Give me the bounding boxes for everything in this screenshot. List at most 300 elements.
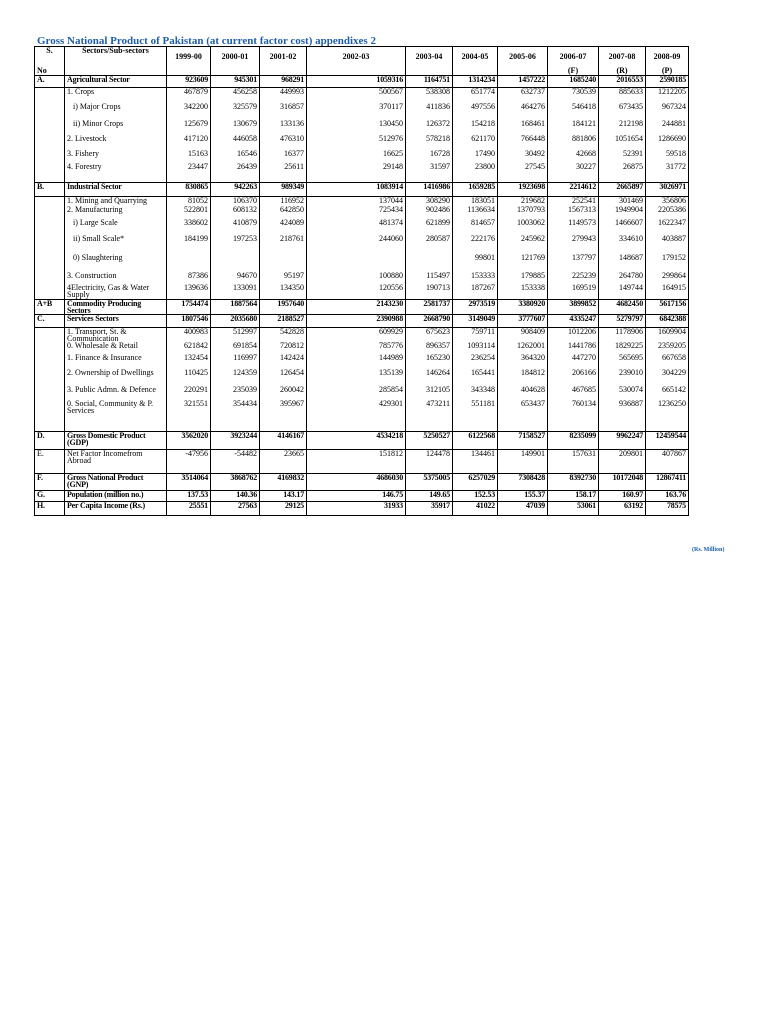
- row-value: 411836: [406, 103, 453, 120]
- row-value: 132454: [167, 354, 211, 369]
- row-value: 155.37: [498, 490, 548, 501]
- row-sno: [35, 354, 65, 369]
- row-value: 356806: [646, 197, 689, 206]
- page-title: Gross National Product of Pakistan (at current factor cost) appendixes 2: [37, 35, 376, 47]
- row-value: 120556: [307, 284, 406, 300]
- row-value: 530074: [599, 386, 646, 400]
- row-value: 446058: [211, 135, 260, 150]
- row-value: 126454: [260, 369, 307, 386]
- row-value: 184812: [498, 369, 548, 386]
- row-label: 3. Fishery: [65, 150, 167, 163]
- table-row: [35, 431, 689, 449]
- row-value: 280587: [406, 235, 453, 254]
- row-value: 621899: [406, 219, 453, 235]
- row-value: 25551: [167, 501, 211, 515]
- row-value: 184199: [167, 235, 211, 254]
- row-value: 923609: [167, 76, 211, 88]
- row-value: 936887: [599, 400, 646, 414]
- row-value: 179885: [498, 272, 548, 284]
- table-row: [35, 219, 689, 235]
- row-value: [260, 254, 307, 272]
- row-sno: [35, 135, 65, 150]
- row-value: [211, 254, 260, 272]
- row-value: 235039: [211, 386, 260, 400]
- row-value: 609929: [307, 328, 406, 343]
- header-year: [307, 47, 406, 76]
- row-value: -54482: [211, 449, 260, 473]
- row-value: 52391: [599, 150, 646, 163]
- row-sno: [35, 235, 65, 254]
- header-year-label: 2002-03: [342, 52, 370, 61]
- row-value: 31772: [646, 163, 689, 183]
- row-value: 135139: [307, 369, 406, 386]
- row-value: 1567313: [548, 206, 599, 219]
- row-sno: [35, 163, 65, 183]
- table-row: [35, 501, 689, 515]
- row-value: 236254: [453, 354, 498, 369]
- header-year-flag: (R): [616, 66, 628, 75]
- row-value: 1059316: [307, 76, 406, 88]
- row-sno: [35, 414, 65, 431]
- row-value: 16546: [211, 150, 260, 163]
- row-label: 2. Manufacturing: [65, 206, 167, 219]
- row-value: 304229: [646, 369, 689, 386]
- header-year: [498, 47, 548, 76]
- row-sno: [35, 386, 65, 400]
- table-row: [35, 342, 689, 354]
- row-value: 95197: [260, 272, 307, 284]
- row-value: 59518: [646, 150, 689, 163]
- row-value: 2214612: [548, 183, 599, 197]
- row-value: 522801: [167, 206, 211, 219]
- row-value: 1262001: [498, 342, 548, 354]
- row-value: 27545: [498, 163, 548, 183]
- row-value: 197253: [211, 235, 260, 254]
- row-value: 1685240: [548, 76, 599, 88]
- row-value: 121769: [498, 254, 548, 272]
- row-value: 239010: [599, 369, 646, 386]
- header-year: [646, 47, 689, 76]
- row-label: Net Factor Incomefrom Abroad: [65, 449, 167, 473]
- row-sno: [35, 342, 65, 354]
- row-value: 179152: [646, 254, 689, 272]
- row-value: 447270: [548, 354, 599, 369]
- row-value: 133136: [260, 120, 307, 135]
- row-value: 5250527: [406, 431, 453, 449]
- row-sno: B.: [35, 183, 65, 197]
- row-value: 149744: [599, 284, 646, 300]
- row-value: 130679: [211, 120, 260, 135]
- row-value: 126372: [406, 120, 453, 135]
- row-label: [65, 414, 167, 431]
- row-value: 814657: [453, 219, 498, 235]
- row-value: 110425: [167, 369, 211, 386]
- table-row: [35, 328, 689, 343]
- row-value: 417120: [167, 135, 211, 150]
- row-value: 370117: [307, 103, 406, 120]
- row-value: 2665897: [599, 183, 646, 197]
- table-row: [35, 120, 689, 135]
- row-value: 100880: [307, 272, 406, 284]
- row-value: [260, 414, 307, 431]
- row-value: 3149049: [453, 315, 498, 328]
- row-label: Services Sectors: [65, 315, 167, 328]
- header-year: [260, 47, 307, 76]
- row-label: i) Large Scale: [65, 219, 167, 235]
- row-value: 578218: [406, 135, 453, 150]
- row-value: 125679: [167, 120, 211, 135]
- row-label: 1. Finance & Insurance: [65, 354, 167, 369]
- row-value: [167, 254, 211, 272]
- row-value: 759711: [453, 328, 498, 343]
- row-value: 6842388: [646, 315, 689, 328]
- header-year-label: 2008-09: [653, 52, 681, 61]
- row-value: 4146167: [260, 431, 307, 449]
- row-value: 449993: [260, 88, 307, 103]
- table-row: [35, 369, 689, 386]
- row-value: 8235099: [548, 431, 599, 449]
- table-row: [35, 449, 689, 473]
- row-value: 4335247: [548, 315, 599, 328]
- row-value: 512997: [211, 328, 260, 343]
- row-value: 621842: [167, 342, 211, 354]
- row-value: 1164751: [406, 76, 453, 88]
- header-sno-bottom: No: [37, 66, 47, 75]
- row-value: 1466607: [599, 219, 646, 235]
- header-year: [599, 47, 646, 76]
- row-value: 137044: [307, 197, 406, 206]
- row-value: 168461: [498, 120, 548, 135]
- row-value: 3777607: [498, 315, 548, 328]
- row-value: 334610: [599, 235, 646, 254]
- row-sno: [35, 88, 65, 103]
- row-value: 1370793: [498, 206, 548, 219]
- row-sno: A.: [35, 76, 65, 88]
- row-value: 301469: [599, 197, 646, 206]
- table-row: [35, 88, 689, 103]
- row-value: 3026971: [646, 183, 689, 197]
- row-value: 134350: [260, 284, 307, 300]
- row-value: 137.53: [167, 490, 211, 501]
- header-year: [453, 47, 498, 76]
- row-value: 725434: [307, 206, 406, 219]
- row-value: 2973519: [453, 300, 498, 315]
- row-value: 244881: [646, 120, 689, 135]
- row-value: 130450: [307, 120, 406, 135]
- row-label: i) Major Crops: [65, 103, 167, 120]
- row-sno: D.: [35, 431, 65, 449]
- table-row: [35, 414, 689, 431]
- row-value: [307, 414, 406, 431]
- row-value: 148687: [599, 254, 646, 272]
- row-value: 542828: [260, 328, 307, 343]
- row-sno: [35, 272, 65, 284]
- row-value: 467879: [167, 88, 211, 103]
- row-value: 512976: [307, 135, 406, 150]
- table-row: [35, 354, 689, 369]
- row-value: 321551: [167, 400, 211, 414]
- row-value: 407867: [646, 449, 689, 473]
- row-value: 219682: [498, 197, 548, 206]
- row-label: 2. Livestock: [65, 135, 167, 150]
- row-sno: H.: [35, 501, 65, 515]
- row-value: 403887: [646, 235, 689, 254]
- header-year-label: 2006-07: [559, 52, 587, 61]
- row-value: 1609904: [646, 328, 689, 343]
- header-year-label: 1999-00: [175, 52, 202, 61]
- row-value: 4534218: [307, 431, 406, 449]
- row-value: 99801: [453, 254, 498, 272]
- table-row: [35, 272, 689, 284]
- row-value: 7158527: [498, 431, 548, 449]
- row-value: 154218: [453, 120, 498, 135]
- header-year-label: 2001-02: [269, 52, 297, 61]
- row-value: 116952: [260, 197, 307, 206]
- row-value: [498, 414, 548, 431]
- row-sno: [35, 197, 65, 206]
- row-value: 1083914: [307, 183, 406, 197]
- row-value: 481374: [307, 219, 406, 235]
- row-value: [646, 414, 689, 431]
- row-value: 3514064: [167, 473, 211, 490]
- row-value: 165230: [406, 354, 453, 369]
- row-label: ii) Small Scale*: [65, 235, 167, 254]
- row-label: 2. Ownership of Dwellings: [65, 369, 167, 386]
- row-value: 87386: [167, 272, 211, 284]
- row-value: 424089: [260, 219, 307, 235]
- row-value: 942263: [211, 183, 260, 197]
- row-value: 78575: [646, 501, 689, 515]
- row-value: 551181: [453, 400, 498, 414]
- row-value: 410879: [211, 219, 260, 235]
- row-value: 163.76: [646, 490, 689, 501]
- row-value: 218761: [260, 235, 307, 254]
- row-sno: F.: [35, 473, 65, 490]
- header-year-label: 2000-01: [221, 52, 249, 61]
- row-value: 169519: [548, 284, 599, 300]
- row-value: 124359: [211, 369, 260, 386]
- row-value: 53061: [548, 501, 599, 515]
- row-value: 538308: [406, 88, 453, 103]
- row-value: 473211: [406, 400, 453, 414]
- header-sector: Sectors/Sub-sectors: [65, 47, 167, 76]
- row-sno: E.: [35, 449, 65, 473]
- row-sno: [35, 219, 65, 235]
- row-value: 1212205: [646, 88, 689, 103]
- row-value: 3868762: [211, 473, 260, 490]
- row-value: 5279797: [599, 315, 646, 328]
- table-row: [35, 183, 689, 197]
- row-label: 1. Mining and Quarrying: [65, 197, 167, 206]
- header-year-flag: (F): [567, 66, 579, 75]
- row-value: 187267: [453, 284, 498, 300]
- row-value: 1622347: [646, 219, 689, 235]
- row-value: 5617156: [646, 300, 689, 315]
- row-value: 25611: [260, 163, 307, 183]
- row-value: 27563: [211, 501, 260, 515]
- header-year: [211, 47, 260, 76]
- row-value: 2390988: [307, 315, 406, 328]
- row-value: 1457222: [498, 76, 548, 88]
- table-row: [35, 315, 689, 328]
- table-row: [35, 386, 689, 400]
- row-value: 651774: [453, 88, 498, 103]
- row-value: 395967: [260, 400, 307, 414]
- row-value: 222176: [453, 235, 498, 254]
- row-value: 665142: [646, 386, 689, 400]
- row-value: 41022: [453, 501, 498, 515]
- row-value: 16728: [406, 150, 453, 163]
- row-value: 467685: [548, 386, 599, 400]
- header-year: [167, 47, 211, 76]
- table-row: [35, 103, 689, 120]
- row-value: 2143230: [307, 300, 406, 315]
- row-label: Commodity Producing Sectors: [65, 300, 167, 315]
- table-row: [35, 300, 689, 315]
- row-value: 1416986: [406, 183, 453, 197]
- row-value: 1149573: [548, 219, 599, 235]
- row-value: 3899852: [548, 300, 599, 315]
- row-value: 158.17: [548, 490, 599, 501]
- row-sno: [35, 254, 65, 272]
- table-row: [35, 76, 689, 88]
- row-value: 144989: [307, 354, 406, 369]
- row-label: 4Electricity, Gas & Water Supply: [65, 284, 167, 300]
- row-value: 429301: [307, 400, 406, 414]
- row-value: [406, 414, 453, 431]
- row-value: 252541: [548, 197, 599, 206]
- row-sno: [35, 120, 65, 135]
- row-value: 12867411: [646, 473, 689, 490]
- row-value: 1829225: [599, 342, 646, 354]
- row-value: 1093114: [453, 342, 498, 354]
- row-label: 0. Wholesale & Retail: [65, 342, 167, 354]
- header-year-label: 2004-05: [461, 52, 489, 61]
- header-year: [406, 47, 453, 76]
- row-value: 29125: [260, 501, 307, 515]
- row-value: 2016553: [599, 76, 646, 88]
- row-value: 720812: [260, 342, 307, 354]
- row-value: 312105: [406, 386, 453, 400]
- row-label: 4. Forestry: [65, 163, 167, 183]
- row-value: 608132: [211, 206, 260, 219]
- row-value: 142424: [260, 354, 307, 369]
- row-label: Per Capita Income (Rs.): [65, 501, 167, 515]
- row-value: 653437: [498, 400, 548, 414]
- row-value: 945301: [211, 76, 260, 88]
- row-value: 17490: [453, 150, 498, 163]
- row-value: 2590185: [646, 76, 689, 88]
- row-value: 667658: [646, 354, 689, 369]
- row-value: 94670: [211, 272, 260, 284]
- row-value: 730539: [548, 88, 599, 103]
- unit-note: (Rs. Million): [692, 547, 725, 553]
- row-value: [599, 414, 646, 431]
- row-value: 153338: [498, 284, 548, 300]
- row-value: 10172048: [599, 473, 646, 490]
- row-value: 404628: [498, 386, 548, 400]
- row-value: 23800: [453, 163, 498, 183]
- row-value: 137797: [548, 254, 599, 272]
- row-value: 6257029: [453, 473, 498, 490]
- row-label: 1. Transport, St. & Communication: [65, 328, 167, 343]
- row-value: 47039: [498, 501, 548, 515]
- header-year: [548, 47, 599, 76]
- row-value: 546418: [548, 103, 599, 120]
- row-value: 2035680: [211, 315, 260, 328]
- row-value: 675623: [406, 328, 453, 343]
- row-label: Agricultural Sector: [65, 76, 167, 88]
- row-value: 902486: [406, 206, 453, 219]
- row-value: 149901: [498, 449, 548, 473]
- row-value: 151812: [307, 449, 406, 473]
- header-year-label: 2007-08: [608, 52, 636, 61]
- row-value: 7308428: [498, 473, 548, 490]
- row-value: 2668790: [406, 315, 453, 328]
- row-value: 184121: [548, 120, 599, 135]
- row-sno: [35, 400, 65, 414]
- row-value: 881806: [548, 135, 599, 150]
- row-value: 4686030: [307, 473, 406, 490]
- row-value: 967324: [646, 103, 689, 120]
- row-value: [453, 414, 498, 431]
- row-value: 279943: [548, 235, 599, 254]
- row-value: 42668: [548, 150, 599, 163]
- header-year-label: 2003-04: [415, 52, 443, 61]
- row-value: 497556: [453, 103, 498, 120]
- row-value: 157631: [548, 449, 599, 473]
- row-value: 308290: [406, 197, 453, 206]
- row-sno: G.: [35, 490, 65, 501]
- row-value: 15163: [167, 150, 211, 163]
- row-value: 464276: [498, 103, 548, 120]
- row-value: 146264: [406, 369, 453, 386]
- row-value: 212198: [599, 120, 646, 135]
- row-value: 1286690: [646, 135, 689, 150]
- row-value: 1178906: [599, 328, 646, 343]
- row-label: Gross Domestic Product (GDP): [65, 431, 167, 449]
- row-value: 140.36: [211, 490, 260, 501]
- row-value: 149.65: [406, 490, 453, 501]
- row-value: 30227: [548, 163, 599, 183]
- row-value: 143.17: [260, 490, 307, 501]
- row-value: 3923244: [211, 431, 260, 449]
- row-value: 325579: [211, 103, 260, 120]
- row-value: 244060: [307, 235, 406, 254]
- row-value: 30492: [498, 150, 548, 163]
- row-value: 673435: [599, 103, 646, 120]
- row-value: 3562020: [167, 431, 211, 449]
- table-row: [35, 284, 689, 300]
- table-row: [35, 235, 689, 254]
- row-value: 896357: [406, 342, 453, 354]
- row-value: 26439: [211, 163, 260, 183]
- row-value: 2205386: [646, 206, 689, 219]
- row-value: 106370: [211, 197, 260, 206]
- row-value: [211, 414, 260, 431]
- table-row: [35, 254, 689, 272]
- table-row: [35, 473, 689, 490]
- row-value: 632737: [498, 88, 548, 103]
- header-row: [35, 47, 689, 76]
- row-value: 2581737: [406, 300, 453, 315]
- row-label: 3. Public Admn. & Defence: [65, 386, 167, 400]
- row-value: 456258: [211, 88, 260, 103]
- row-value: 16625: [307, 150, 406, 163]
- row-value: 115497: [406, 272, 453, 284]
- row-value: 1754474: [167, 300, 211, 315]
- row-value: 12459544: [646, 431, 689, 449]
